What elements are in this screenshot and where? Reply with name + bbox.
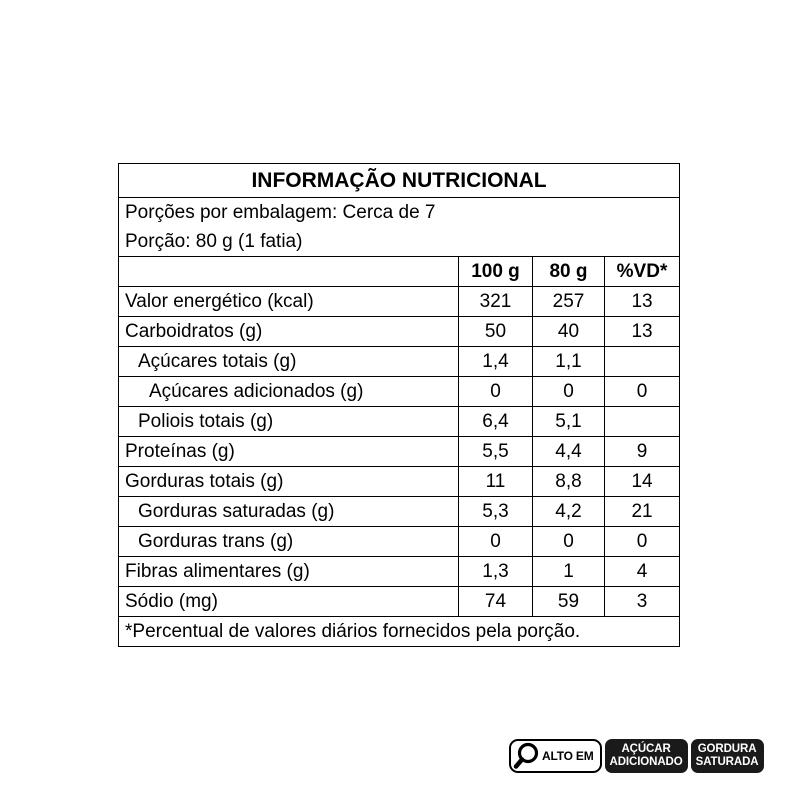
value-per-100g: 6,4 — [459, 407, 533, 437]
table-row — [119, 527, 680, 557]
value-daily-percent: 13 — [605, 287, 680, 317]
table-row — [119, 497, 680, 527]
nutrient-label: Proteínas (g) — [119, 437, 459, 467]
warning-added-sugar — [605, 739, 688, 773]
table-row — [119, 287, 680, 317]
value-daily-percent — [605, 407, 680, 437]
table-row — [119, 377, 680, 407]
value-per-100g: 321 — [459, 287, 533, 317]
table-row — [119, 437, 680, 467]
nutrient-label: Valor energético (kcal) — [119, 287, 459, 317]
nutrient-label: Gorduras totais (g) — [119, 467, 459, 497]
nutrient-label: Sódio (mg) — [119, 587, 459, 617]
value-per-serving: 5,1 — [533, 407, 605, 437]
table-row — [119, 467, 680, 497]
footnote-row — [119, 617, 680, 647]
warning-saturated-fat — [691, 739, 764, 773]
table-row — [119, 347, 680, 377]
nutrient-label: Açúcares totais (g) — [119, 347, 459, 377]
value-per-100g: 5,3 — [459, 497, 533, 527]
column-header-row — [119, 257, 680, 287]
value-per-100g: 5,5 — [459, 437, 533, 467]
table-row — [119, 587, 680, 617]
nutrient-label: Fibras alimentares (g) — [119, 557, 459, 587]
value-per-serving: 4,4 — [533, 437, 605, 467]
alto-em-badge — [509, 739, 602, 773]
nutrient-label: Açúcares adicionados (g) — [119, 377, 459, 407]
value-per-serving: 0 — [533, 377, 605, 407]
serving-size-row — [119, 227, 680, 257]
header-daily-value: %VD* — [605, 257, 680, 287]
value-daily-percent: 21 — [605, 497, 680, 527]
nutrient-label: Gorduras saturadas (g) — [119, 497, 459, 527]
value-per-serving: 257 — [533, 287, 605, 317]
value-per-100g: 1,3 — [459, 557, 533, 587]
header-empty-cell — [119, 257, 459, 287]
nutrient-label: Gorduras trans (g) — [119, 527, 459, 557]
magnifier-icon — [513, 741, 541, 771]
table-title-row — [119, 164, 680, 198]
table-row — [119, 407, 680, 437]
value-daily-percent: 14 — [605, 467, 680, 497]
value-per-serving: 59 — [533, 587, 605, 617]
header-per-100g: 100 g — [459, 257, 533, 287]
nutrient-label: Poliois totais (g) — [119, 407, 459, 437]
value-per-serving: 8,8 — [533, 467, 605, 497]
table-row — [119, 317, 680, 347]
value-per-100g: 0 — [459, 527, 533, 557]
value-per-100g: 74 — [459, 587, 533, 617]
servings-row — [119, 198, 680, 228]
alto-em-text: ALTO EM — [542, 749, 594, 763]
value-per-100g: 50 — [459, 317, 533, 347]
nutrient-label: Carboidratos (g) — [119, 317, 459, 347]
value-daily-percent: 9 — [605, 437, 680, 467]
front-of-pack-warning — [509, 739, 764, 773]
value-per-100g: 0 — [459, 377, 533, 407]
header-per-serving: 80 g — [533, 257, 605, 287]
table-title: INFORMAÇÃO NUTRICIONAL — [119, 164, 680, 198]
value-per-100g: 11 — [459, 467, 533, 497]
servings-per-package: Porções por embalagem: Cerca de 7 — [119, 198, 680, 228]
warning-line: ADICIONADO — [609, 756, 683, 768]
nutrition-facts-table — [118, 163, 680, 647]
table-row — [119, 557, 680, 587]
value-daily-percent: 3 — [605, 587, 680, 617]
value-daily-percent — [605, 347, 680, 377]
value-per-serving: 40 — [533, 317, 605, 347]
value-per-serving: 0 — [533, 527, 605, 557]
value-daily-percent: 4 — [605, 557, 680, 587]
value-per-100g: 1,4 — [459, 347, 533, 377]
value-daily-percent: 0 — [605, 377, 680, 407]
value-per-serving: 1 — [533, 557, 605, 587]
value-per-serving: 4,2 — [533, 497, 605, 527]
value-daily-percent: 13 — [605, 317, 680, 347]
footnote: *Percentual de valores diários fornecidos pela porção. — [119, 617, 680, 647]
serving-size: Porção: 80 g (1 fatia) — [119, 227, 680, 257]
warning-line: SATURADA — [695, 756, 759, 768]
warning-line: AÇÚCAR — [621, 743, 671, 755]
warning-line: GORDURA — [697, 743, 757, 755]
value-daily-percent: 0 — [605, 527, 680, 557]
value-per-serving: 1,1 — [533, 347, 605, 377]
